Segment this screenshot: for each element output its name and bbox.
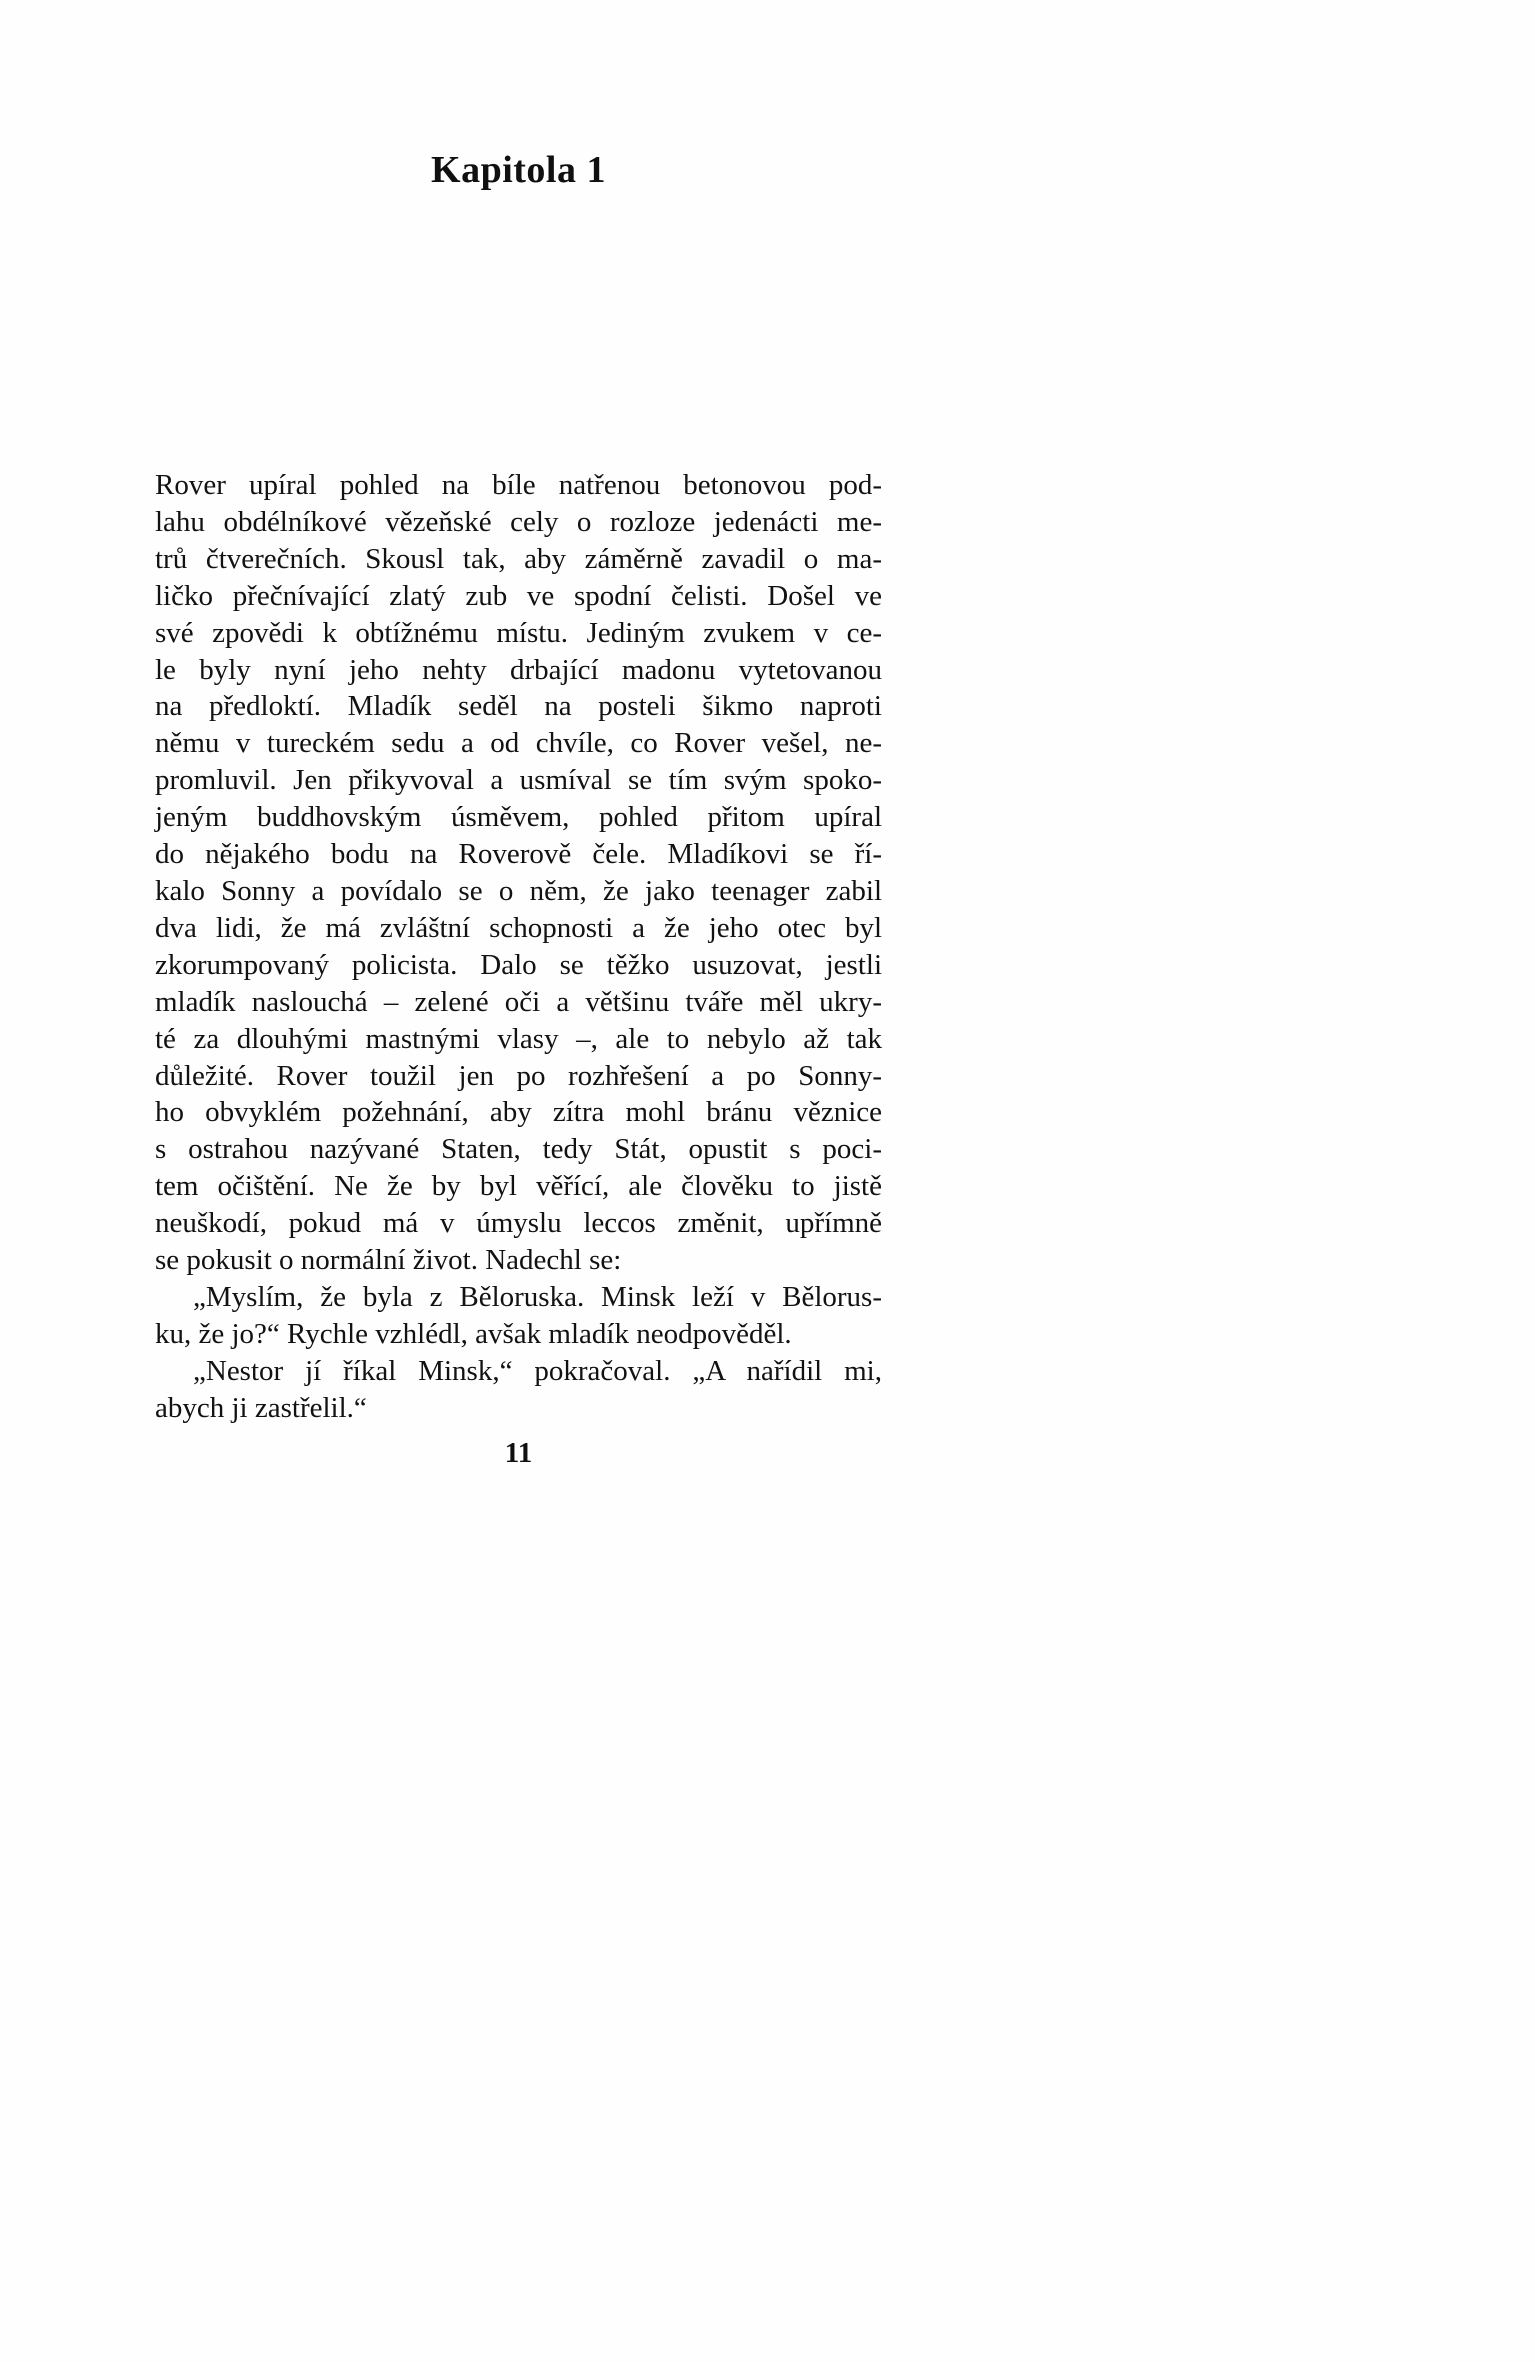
text-line: jeným buddhovským úsměvem, pohled přitom upíral [155, 801, 882, 834]
body-text [155, 467, 882, 1427]
text-line: promluvil. Jen přikyvoval a usmíval se tím svým spoko- [155, 764, 882, 797]
text-line: neuškodí, pokud má v úmyslu leccos změnit, upřímně [155, 1207, 882, 1240]
text-line: své zpovědi k obtížnému místu. Jediným zvukem v ce- [155, 616, 882, 649]
text-line: ličko přečnívající zlatý zub ve spodní čelisti. Došel ve [155, 579, 882, 612]
text-line: lahu obdélníkové vězeňské cely o rozloze jedenácti me- [155, 505, 882, 538]
text-line: němu v tureckém sedu a od chvíle, co Rover vešel, ne- [155, 727, 882, 760]
text-line: do nějakého bodu na Roverově čele. Mladíkovi se ří- [155, 838, 882, 871]
text-line: le byly nyní jeho nehty drbající madonu vytetovanou [155, 653, 882, 686]
text-line: „Myslím, že byla z Běloruska. Minsk leží v Bělorus- [193, 1280, 882, 1313]
text-line: zkorumpovaný policista. Dalo se těžko usuzovat, jestli [155, 948, 882, 981]
chapter-title: Kapitola 1 [431, 149, 606, 191]
text-line: mladík naslouchá – zelené oči a většinu tváře měl ukry- [155, 985, 882, 1018]
text-line: tem očištění. Ne že by byl věřící, ale člověku to jistě [155, 1170, 882, 1203]
text-line: trů čtverečních. Skousl tak, aby záměrně zavadil o ma- [155, 542, 882, 575]
text-line: s ostrahou nazývané Staten, tedy Stát, opustit s poci- [155, 1133, 882, 1166]
text-line: kalo Sonny a povídalo se o něm, že jako teenager zabil [155, 874, 882, 907]
paragraph [155, 1279, 882, 1353]
text-line: důležité. Rover toužil jen po rozhřešení a po Sonny- [155, 1059, 882, 1092]
text-line: ho obvyklém požehnání, aby zítra mohl bránu věznice [155, 1096, 882, 1129]
text-line: se pokusit o normální život. Nadechl se: [155, 1244, 622, 1277]
paragraph [155, 1353, 882, 1427]
text-line: na předloktí. Mladík seděl na posteli šikmo naproti [155, 690, 882, 723]
paragraph [155, 467, 882, 1279]
page-number: 11 [504, 1437, 533, 1469]
text-line: abych ji zastřelil.“ [155, 1391, 367, 1424]
text-line: té za dlouhými mastnými vlasy –, ale to nebylo až tak [155, 1022, 882, 1055]
text-line: Rover upíral pohled na bíle natřenou betonovou pod- [155, 469, 882, 501]
text-line: dva lidi, že má zvláštní schopnosti a že jeho otec byl [155, 911, 882, 944]
text-line: ku, že jo?“ Rychle vzhlédl, avšak mladík neodpověděl. [155, 1317, 792, 1350]
text-line: „Nestor jí říkal Minsk,“ pokračoval. „A nařídil mi, [193, 1354, 882, 1387]
